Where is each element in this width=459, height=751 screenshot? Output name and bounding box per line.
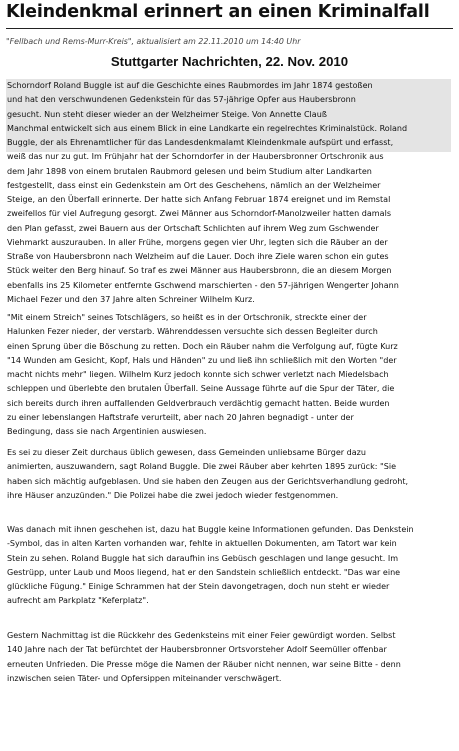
text-line: zu einer lebenslangen Haftstrafe verurteilt, aber nach 20 Jahren begnadigt - unter der xyxy=(7,412,354,422)
headline: Kleindenkmal erinnert an einen Kriminalfall xyxy=(6,2,430,22)
text-line: schleppen und überlebte den brutalen Überfall. Seine Aussage führte auf die Spur der Täter, die xyxy=(7,384,395,394)
article-paragraph xyxy=(7,629,453,686)
updated-label: , aktualisiert am 22.11.2010 um 14:40 Uhr xyxy=(131,37,301,46)
article-paragraph xyxy=(7,523,453,609)
article-meta xyxy=(6,37,300,46)
text-line: erneuten Unfrieden. Die Presse möge die Namen der Räuber nicht nennen, war seine Bitte - denn xyxy=(7,659,401,669)
headline-divider xyxy=(6,28,453,29)
article-paragraph xyxy=(7,79,453,307)
text-line: Stein zu sehen. Roland Buggle hat sich daraufhin ins Gebüsch geschlagen und lange gesucht. Im xyxy=(7,553,399,563)
source-label: "Fellbach und Rems-Murr-Kreis" xyxy=(6,37,132,46)
text-line: 140 Jahre nach der Tat befürchtet der Haubersbronner Ortsvorsteher Adolf Seemüller offenbar xyxy=(7,645,387,655)
text-line: den Plan gefasst, zwei Bauern aus der Ortschaft Schlichten auf ihrem Weg zum Gschwender xyxy=(7,223,379,233)
text-line: animierten, auszuwandern, sagt Roland Buggle. Die zwei Räuber aber kehrten 1895 zurück: "Sie xyxy=(7,462,397,472)
article-paragraph xyxy=(7,446,453,503)
text-line: sich bereits durch ihren auffallenden Geldverbrauch verdächtig gemacht hatten. Beide wurden xyxy=(7,398,390,408)
text-line: Straße von Haubersbronn nach Welzheim auf die Lauer. Doch ihre Ziele waren schon ein gutes xyxy=(7,252,389,261)
text-line: Viehmarkt auszurauben. In aller Frühe, morgens gegen vier Uhr, legten sich die Räuber an der xyxy=(7,237,388,247)
text-line: zweifellos für viel Aufregung gesorgt. Zwei Männer aus Schorndorf-Manolzweiler hatten damals xyxy=(7,209,392,219)
text-line: Manchmal entwickelt sich aus einem Blick in eine Landkarte ein regelrechtes Kriminalstück. Roland xyxy=(7,123,408,133)
text-line: haben sich mächtig aufgeblasen. Und sie haben den Zeugen aus der Gerichtsverhandlung gedroht, xyxy=(7,476,409,486)
text-line: Stück weiter den Berg hinauf. So traf es zwei Männer aus Haubersbronn, die an diesem Morgen xyxy=(7,266,392,276)
text-line: aufrecht am Parkplatz "Keferplatz". xyxy=(7,596,149,606)
text-line: Buggle, der als Ehrenamtlicher für das Landesdenkmalamt Kleindenkmale aufspürt und erfasst, xyxy=(7,138,394,147)
text-line: "Mit einem Streich" seines Totschlägers, so heißt es in der Ortschronik, streckte einer der xyxy=(7,313,367,322)
article-paragraph xyxy=(7,311,453,439)
text-line: Steige, an den Überfall erinnerte. Der hatte sich Anfang Februar 1874 ereignet und im Remstal xyxy=(7,195,391,204)
text-line: gesucht. Nun steht dieser wieder an der Welzheimer Steige. Von Annette Clauß xyxy=(7,109,327,119)
text-line: Gestrüpp, unter Laub und Moos liegend, hat er den Sandstein schließlich entdeckt. "Das war eine xyxy=(7,567,401,577)
text-line: Schorndorf Roland Buggle ist auf die Geschichte eines Raubmordes im Jahr 1874 gestoßen xyxy=(7,81,373,90)
text-line: dem Jahr 1898 von einem brutalen Raubmord gelesen und beim Studium alter Landkarten xyxy=(7,166,372,176)
subheadline: Stuttgarter Nachrichten, 22. Nov. 2010 xyxy=(110,54,349,69)
text-line: Gestern Nachmittag ist die Rückkehr des Gedenksteins mit einer Feier gewürdigt worden. Selbst xyxy=(7,631,396,640)
text-line: ebenfalls ins 25 Kilometer entfernte Gschwend marschierten - den 57-jährigen Wengerter Johann xyxy=(7,280,399,290)
text-line: festgestellt, dass einst ein Gedenkstein am Ort des Geschehens, nämlich an der Welzheimer xyxy=(7,180,381,190)
text-line: -Symbol, das in alten Karten vorhanden war, fehlte in aktuellen Dokumenten, am Tatort war kein xyxy=(7,539,397,549)
text-line: glückliche Fügung." Einige Schrammen hat der Stein davongetragen, doch nun steht er wieder xyxy=(7,582,390,591)
text-line: Was danach mit ihnen geschehen ist, dazu hat Buggle keine Informationen gefunden. Das Denkstein xyxy=(7,525,414,534)
text-line: Michael Fezer und den 37 Jahre alten Schreiner Wilhelm Kurz. xyxy=(7,294,255,304)
text-line: weiß das nur zu gut. Im Frühjahr hat der Schorndorfer in der Haubersbronner Ortschronik aus xyxy=(7,152,384,162)
text-line: Halunken Fezer nieder, der verstarb. Währenddessen versuchte sich dessen Begleiter durch xyxy=(7,327,378,337)
text-line: ihre Häuser anzuzünden." Die Polizei habe die zwei jedoch wieder festgenommen. xyxy=(7,490,339,500)
text-line: "14 Wunden am Gesicht, Kopf, Hals und Händen" zu und ließ ihn schließlich mit den Worten "der xyxy=(7,355,397,365)
text-line: und hat den verschwundenen Gedenkstein für das 57-jährige Opfer aus Haubersbronn xyxy=(7,95,356,105)
text-line: macht nichts mehr" liegen. Wilhelm Kurz jedoch konnte sich schwer verletzt nach Miedelsbach xyxy=(7,370,389,379)
text-line: Es sei zu dieser Zeit durchaus üblich gewesen, dass Gemeinden unliebsame Bürger dazu xyxy=(7,448,367,457)
text-line: Bedingung, dass sie nach Argentinien auswiesen. xyxy=(7,427,207,436)
text-line: inzwischen seien Täter- und Opfersippen miteinander verschwägert. xyxy=(7,673,282,683)
text-line: einen Sprung über die Böschung zu retten. Doch ein Räuber nahm die Verfolgung auf, fügte Kurz xyxy=(7,341,398,351)
